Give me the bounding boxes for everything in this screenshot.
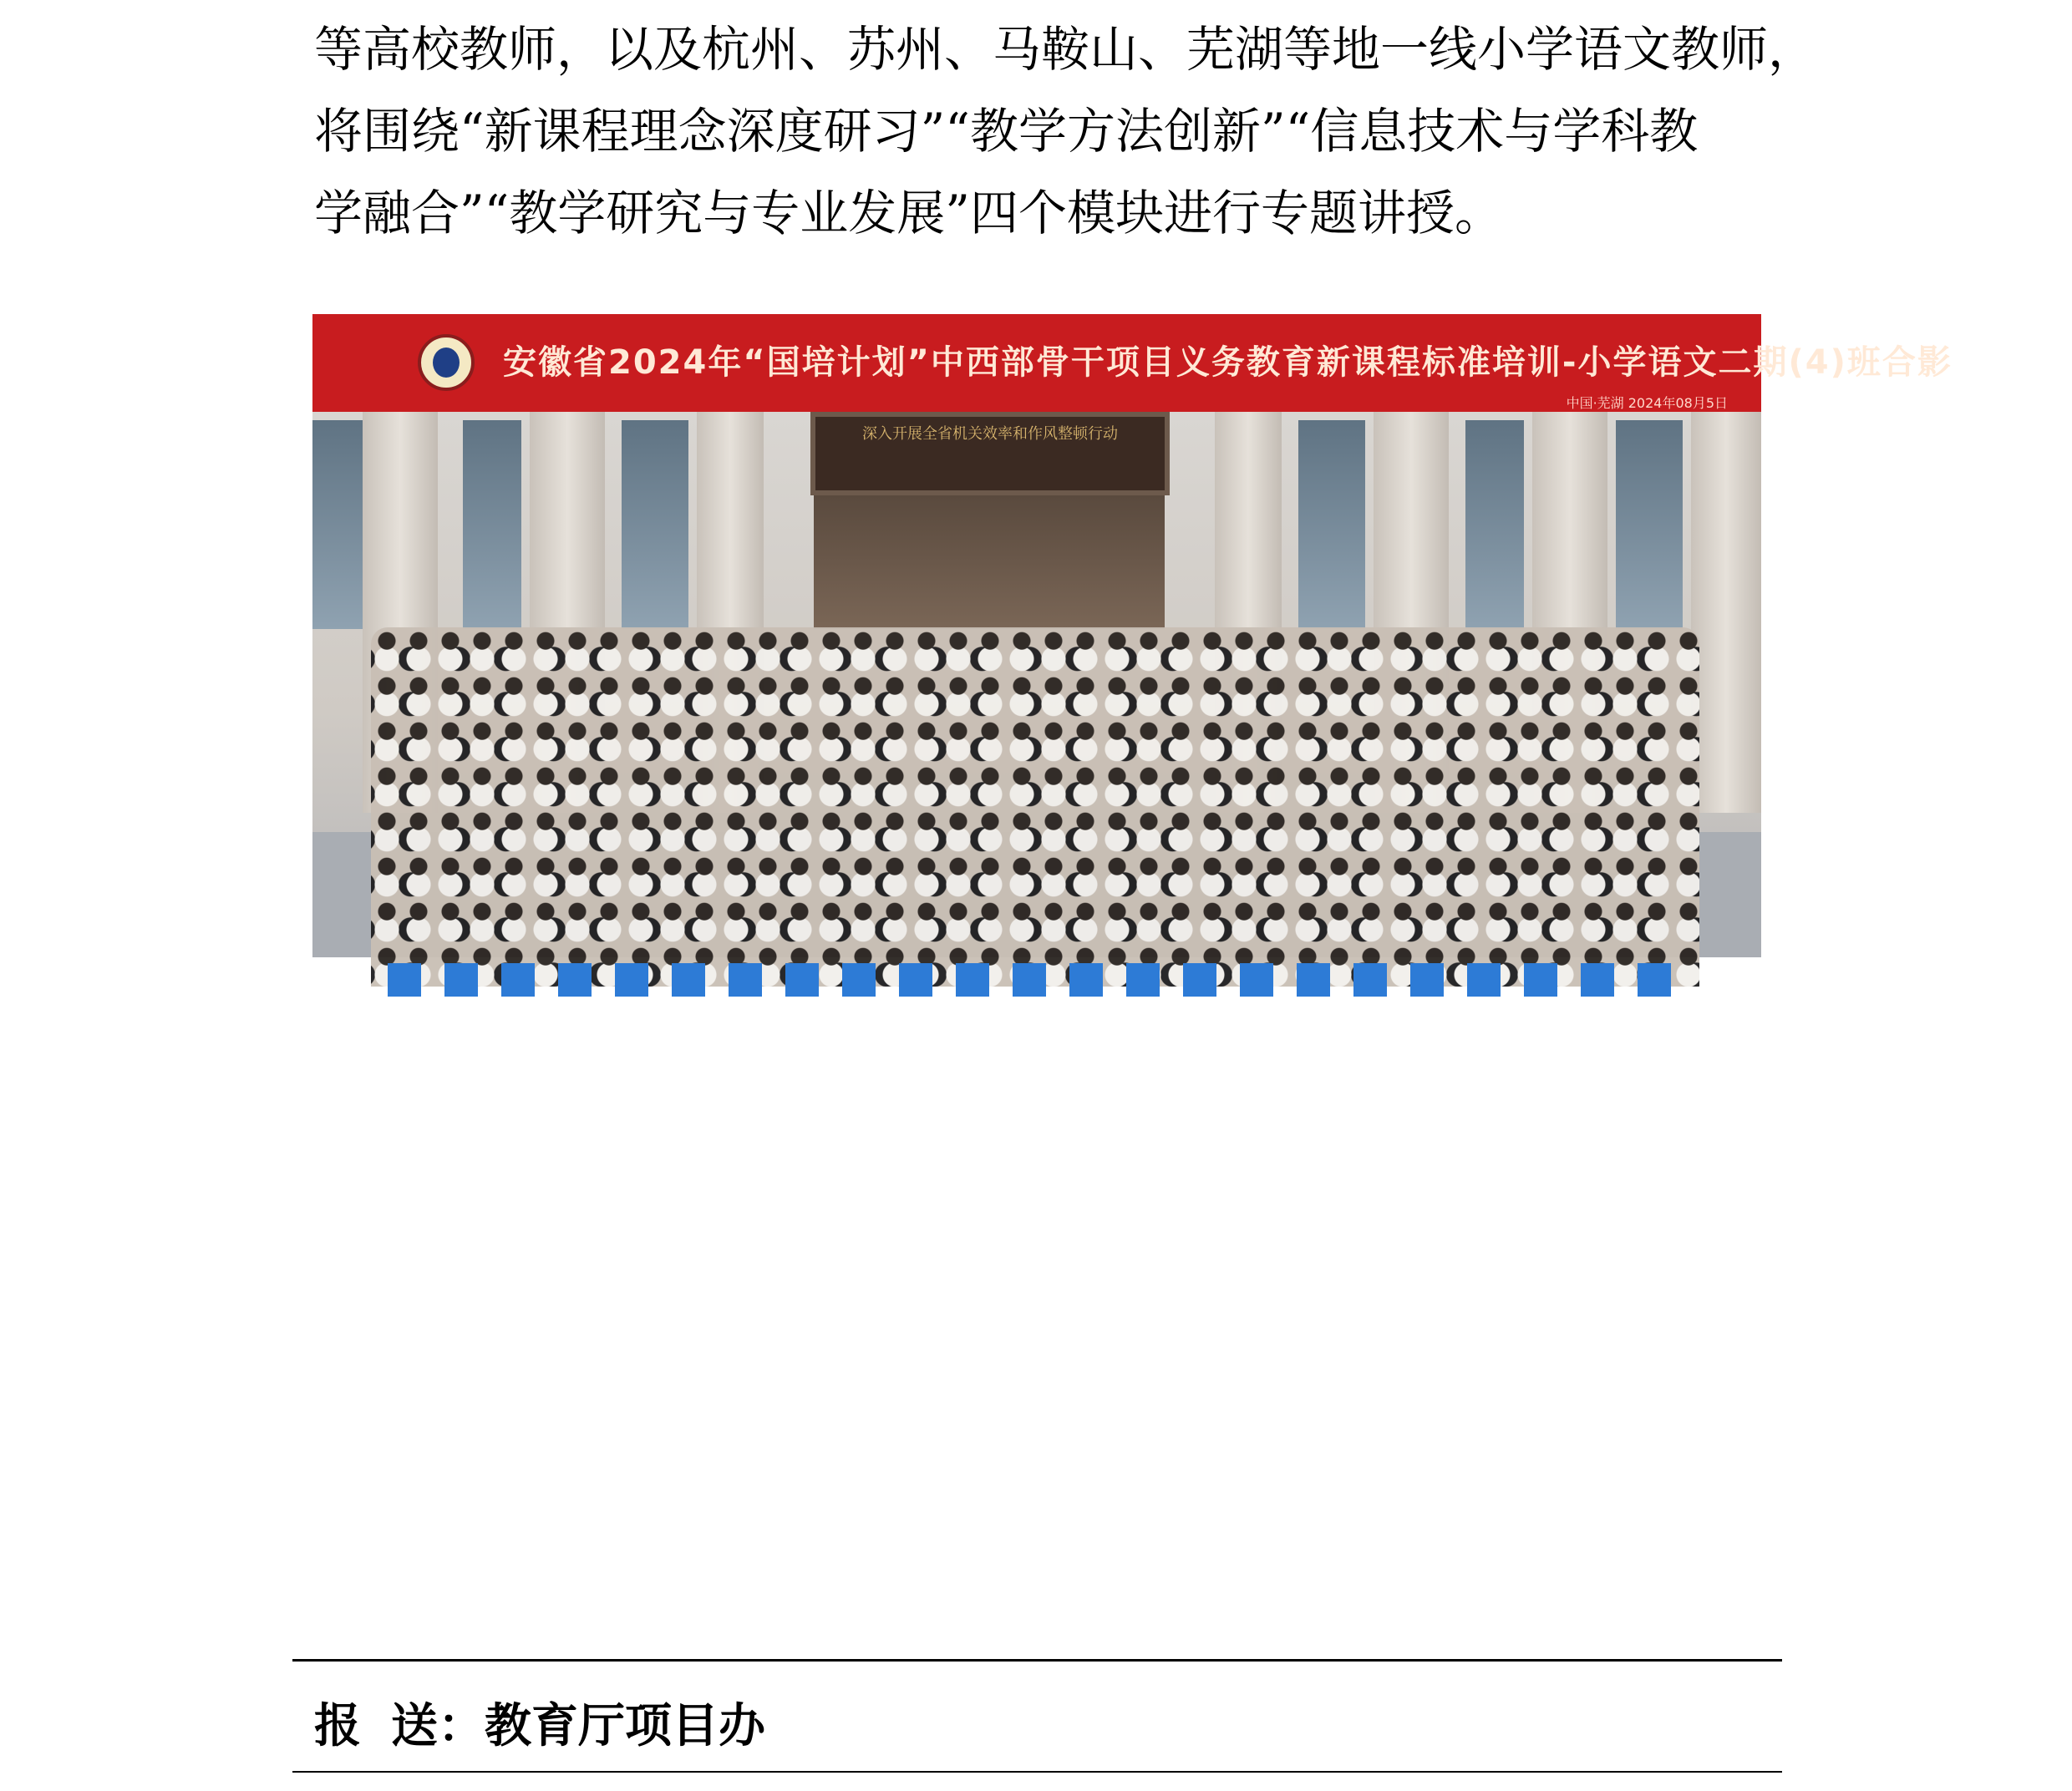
window: [312, 420, 363, 629]
group-photo: [312, 314, 1953, 957]
distribution-line: [314, 1689, 765, 1756]
paragraph-line-1: 等高校教师，以及杭州、苏州、马鞍山、芜湖等地一线小学语文教师，: [314, 21, 1817, 78]
window: [622, 420, 688, 629]
sign-text: 深入开展全省机关效率和作风整顿行动: [862, 425, 1118, 443]
photo-banner: [312, 314, 1953, 412]
paragraph-line-2: 将围绕“新课程理念深度研习”“教学方法创新”“信息技术与学科教: [314, 103, 1699, 160]
banner-subtitle: 中国·芜湖 2024年08月5日: [1566, 395, 1728, 411]
window: [1616, 420, 1683, 629]
building-sign: [810, 412, 1170, 495]
distribution-label-1: 报: [314, 1699, 361, 1753]
building-background: [312, 412, 1761, 957]
group-of-people: [371, 627, 1699, 987]
footer-rule-top: [292, 1659, 1782, 1662]
banner-title: 安徽省2024年“国培计划”中西部骨干项目义务教育新课程标准培训-小学语文二期(4)班合影: [503, 343, 1953, 382]
window: [1298, 420, 1365, 629]
entrance-door: [814, 495, 1165, 629]
body-paragraph: [314, 8, 1817, 254]
emblem-icon: [418, 334, 475, 391]
distribution-recipient: 教育厅项目办: [485, 1699, 765, 1753]
paragraph-line-3: 学融合”“教学研究与专业发展”四个模块进行专题讲授。: [314, 185, 1503, 241]
blue-chairs: [388, 963, 1691, 997]
window: [463, 420, 521, 629]
column: [1691, 412, 1761, 813]
window: [1465, 420, 1524, 629]
footer-rule-bottom: [292, 1771, 1782, 1773]
distribution-label-2: 送：: [391, 1699, 485, 1753]
